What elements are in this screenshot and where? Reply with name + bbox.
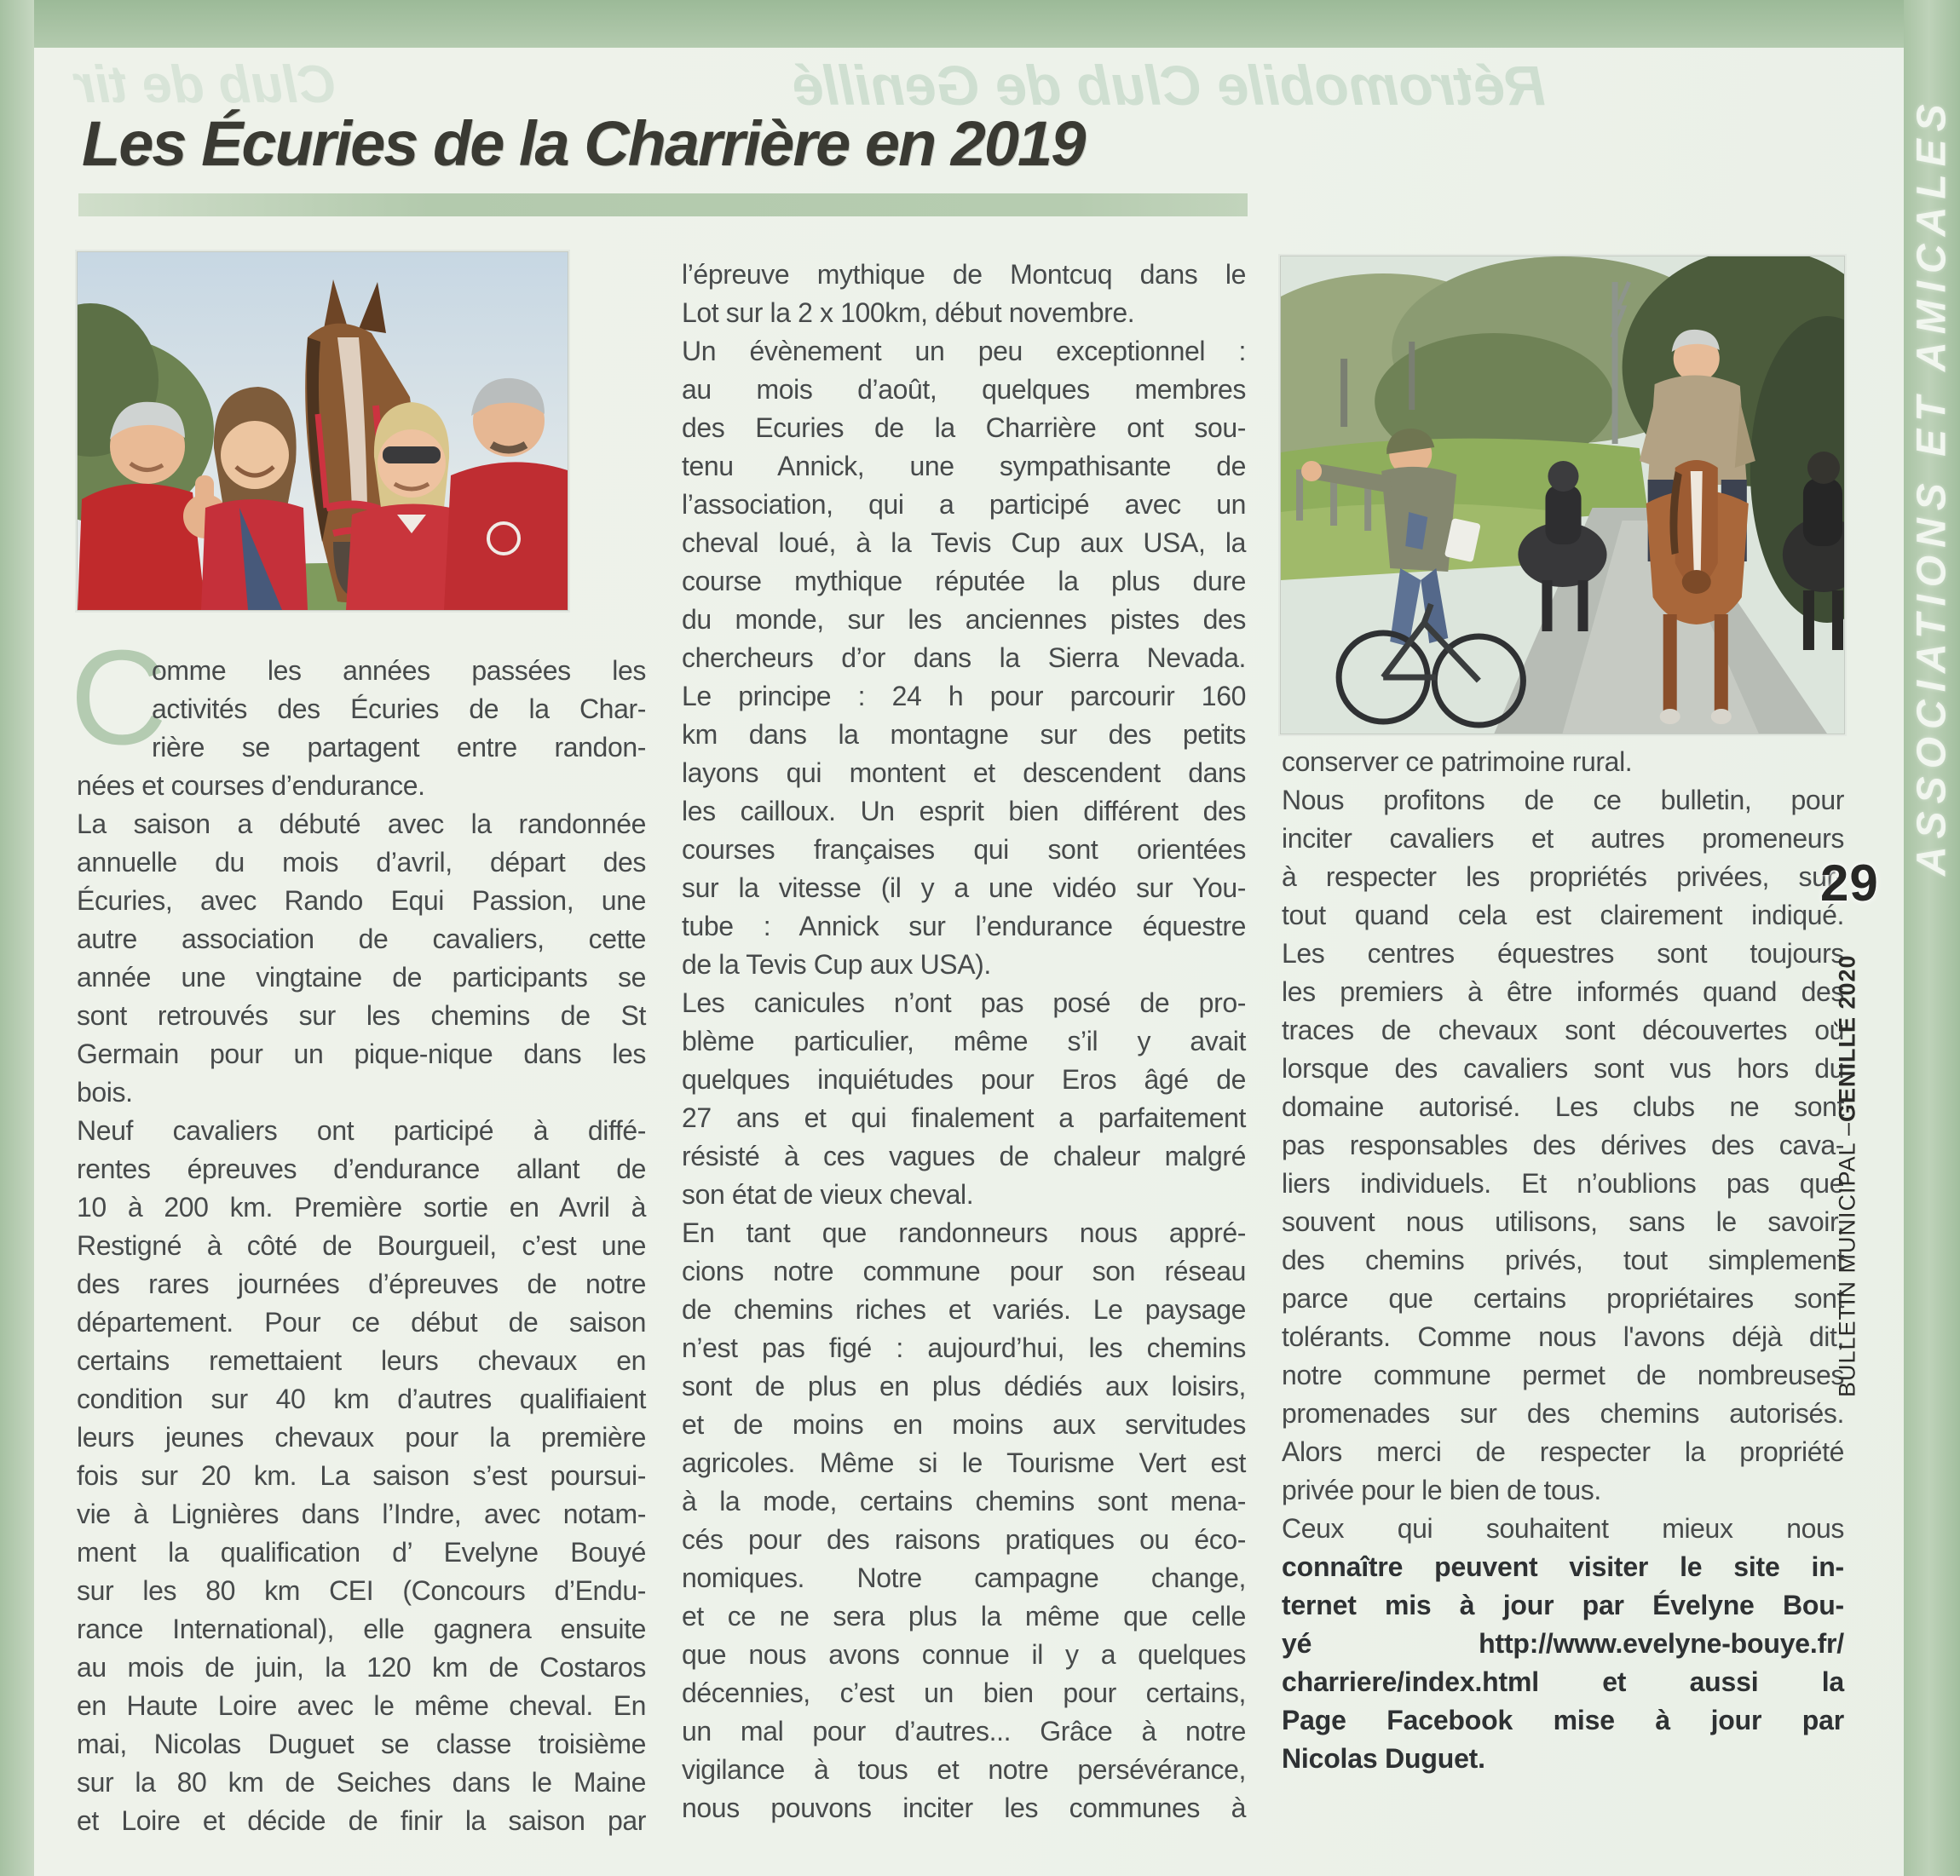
text-line: fois sur 20 km. La saison s’est poursui- bbox=[77, 1460, 646, 1491]
vertical-footer-label bbox=[1829, 933, 1866, 1397]
photo-riders-on-road-illustration bbox=[1281, 256, 1844, 734]
text-line: connaître peuvent visiter le site in- bbox=[1282, 1551, 1844, 1582]
text-line: yé http://www.evelyne-bouye.fr/ bbox=[1282, 1628, 1844, 1659]
article-title: Les Écuries de la Charrière en 2019 bbox=[82, 108, 1085, 179]
text-line: Lot sur la 2 x 100km, début novembre. bbox=[682, 297, 1135, 328]
text-line: Restigné à côté de Bourgueil, c’est une bbox=[77, 1230, 646, 1261]
text-line: au mois d’août, quelques membres bbox=[682, 374, 1246, 405]
text-line: Les canicules n’ont pas posé de pro- bbox=[682, 987, 1246, 1018]
text-line: cheval loué, à la Tevis Cup aux USA, la bbox=[682, 527, 1246, 558]
footer-genille-text: GENILLÉ 2020 bbox=[1834, 954, 1860, 1122]
text-line: activités des Écuries de la Char- bbox=[152, 693, 646, 724]
text-line: les premiers à être informés quand des bbox=[1282, 976, 1844, 1007]
text-line: leurs jeunes chevaux pour la première bbox=[77, 1422, 646, 1453]
text-line: condition sur 40 km d’autres qualifiaient bbox=[77, 1384, 646, 1414]
text-line: promenades sur des chemins autorisés. bbox=[1282, 1398, 1844, 1429]
text-line: au mois de juin, la 120 km de Costaros bbox=[77, 1652, 646, 1683]
text-line: et de moins en moins aux servitudes bbox=[682, 1409, 1246, 1440]
text-line: 10 à 200 km. Première sortie en Avril à bbox=[77, 1192, 646, 1223]
text-line: omme les années passées les bbox=[152, 655, 646, 686]
text-line: des Ecuries de la Charrière ont sou- bbox=[682, 412, 1246, 443]
text-line: tenu Annick, une sympathisante de bbox=[682, 451, 1246, 481]
text-line: Alors merci de respecter la propriété bbox=[1282, 1436, 1844, 1467]
text-line: tolérants. Comme nous l'avons déjà dit, bbox=[1282, 1321, 1844, 1352]
text-line: son état de vieux cheval. bbox=[682, 1179, 974, 1210]
text-line: layons qui montent et descendent dans bbox=[682, 757, 1246, 788]
text-column-2 bbox=[682, 256, 1246, 1827]
scan-top-margin bbox=[0, 0, 1960, 48]
text-line: blème particulier, même s’il y avait bbox=[682, 1026, 1246, 1056]
text-line: tube : Annick sur l’endurance équestre bbox=[682, 911, 1246, 941]
text-line: du monde, sur les anciennes pistes des bbox=[682, 604, 1246, 635]
text-line: courses françaises qui sont orientées bbox=[682, 834, 1246, 865]
text-line: rance International), elle gagnera ensuite bbox=[77, 1614, 646, 1644]
text-line: inciter cavaliers et autres promeneurs bbox=[1282, 823, 1844, 854]
drop-cap: C bbox=[70, 623, 168, 773]
text-line: Germain pour un pique-nique dans les bbox=[77, 1039, 646, 1069]
text-line: souvent nous utilisons, sans le savoir, bbox=[1282, 1206, 1844, 1237]
text-line: annuelle du mois d’avril, départ des bbox=[77, 847, 646, 878]
text-line: en Haute Loire avec le même cheval. En bbox=[77, 1690, 646, 1721]
text-line: Écuries, avec Rando Equi Passion, une bbox=[77, 885, 646, 916]
text-line: km dans la montagne sur des petits bbox=[682, 719, 1246, 750]
text-line: Page Facebook mise à jour par bbox=[1282, 1705, 1844, 1735]
text-line: à la mode, certains chemins sont mena- bbox=[682, 1486, 1246, 1516]
text-line: sur la vitesse (il y a une vidéo sur You- bbox=[682, 872, 1246, 903]
text-line: des chemins privés, tout simplement bbox=[1282, 1245, 1844, 1275]
text-line: l’association, qui a participé avec un bbox=[682, 489, 1246, 520]
text-line: charriere/index.html et aussi la bbox=[1282, 1666, 1844, 1697]
text-line: de la Tevis Cup aux USA). bbox=[682, 949, 991, 980]
text-line: Ceux qui souhaitent mieux nous bbox=[1282, 1513, 1844, 1544]
text-line: chercheurs d’or dans la Sierra Nevada. bbox=[682, 642, 1246, 673]
text-line: sont de plus en plus dédiés aux loisirs, bbox=[682, 1371, 1246, 1401]
text-line: décennies, c’est un bien pour certains, bbox=[682, 1677, 1246, 1708]
text-line: cions notre commune pour son réseau bbox=[682, 1256, 1246, 1286]
text-line: que nous avons connue il y a quelques bbox=[682, 1639, 1246, 1670]
text-line: mai, Nicolas Duguet se classe troisième bbox=[77, 1729, 646, 1759]
ghost-showthrough-left: Club de tir bbox=[75, 55, 337, 114]
text-line: En tant que randonneurs nous appré- bbox=[682, 1217, 1246, 1248]
photo-riders-on-road bbox=[1280, 256, 1845, 734]
text-line: résisté à ces vagues de chaleur malgré bbox=[682, 1141, 1246, 1171]
text-line: Le principe : 24 h pour parcourir 160 bbox=[682, 681, 1246, 711]
text-column-1 bbox=[77, 652, 646, 1840]
text-line: domaine autorisé. Les clubs ne sont bbox=[1282, 1091, 1844, 1122]
text-line: pas responsables des dérives des cava- bbox=[1282, 1130, 1844, 1160]
text-line: rentes épreuves d’endurance allant de bbox=[77, 1154, 646, 1184]
text-line: 27 ans et qui finalement a parfaitement bbox=[682, 1102, 1246, 1133]
photo-members-with-horse bbox=[77, 251, 568, 611]
ghost-showthrough-right: Rétromobile Club de Genillé bbox=[793, 54, 1546, 117]
text-line: l’épreuve mythique de Montcuq dans le bbox=[682, 259, 1246, 290]
text-line: année une vingtaine de participants se bbox=[77, 962, 646, 993]
text-line: sont retrouvés sur les chemins de St bbox=[77, 1000, 646, 1031]
text-line: les cailloux. Un esprit bien différent des bbox=[682, 796, 1246, 826]
scan-left-margin bbox=[0, 0, 34, 1876]
text-line: à respecter les propriétés privées, sur- bbox=[1282, 861, 1844, 892]
text-column-3 bbox=[1282, 743, 1844, 1778]
text-line: vigilance à tous et notre persévérance, bbox=[682, 1754, 1246, 1785]
text-line: liers individuels. Et n’oublions pas que bbox=[1282, 1168, 1844, 1199]
text-line: lorsque des cavaliers sont vus hors du bbox=[1282, 1053, 1844, 1084]
text-line: sur la 80 km de Seiches dans le Maine bbox=[77, 1767, 646, 1798]
text-line: département. Pour ce début de saison bbox=[77, 1307, 646, 1338]
title-underline-bar bbox=[78, 193, 1248, 216]
text-line: et ce ne sera plus la même que celle bbox=[682, 1601, 1246, 1631]
text-line: bois. bbox=[77, 1077, 133, 1108]
text-line: Un évènement un peu exceptionnel : bbox=[682, 336, 1246, 366]
text-line: notre commune permet de nombreuses bbox=[1282, 1360, 1844, 1390]
photo-members-with-horse-illustration bbox=[78, 252, 568, 610]
text-line: Neuf cavaliers ont participé à diffé- bbox=[77, 1115, 646, 1146]
text-line: nomiques. Notre campagne change, bbox=[682, 1562, 1246, 1593]
text-line: nous pouvons inciter les communes à bbox=[682, 1793, 1246, 1823]
text-line: Nicolas Duguet. bbox=[1282, 1743, 1485, 1774]
text-line: ment la qualification d’ Evelyne Bouyé bbox=[77, 1537, 646, 1568]
text-line: certains remettaient leurs chevaux en bbox=[77, 1345, 646, 1376]
text-line: parce que certains propriétaires sont bbox=[1282, 1283, 1844, 1314]
text-line: course mythique réputée la plus dure bbox=[682, 566, 1246, 596]
text-line: n’est pas figé : aujourd’hui, les chemins bbox=[682, 1332, 1246, 1363]
text-line: conserver ce patrimoine rural. bbox=[1282, 746, 1633, 777]
text-line: des rares journées d’épreuves de notre bbox=[77, 1269, 646, 1299]
text-line: tout quand cela est clairement indiqué. bbox=[1282, 900, 1844, 930]
text-line: de chemins riches et variés. Le paysage bbox=[682, 1294, 1246, 1325]
text-line: traces de chevaux sont découvertes ou bbox=[1282, 1015, 1844, 1045]
text-line: un mal pour d’autres... Grâce à notre bbox=[682, 1716, 1246, 1747]
text-line: privée pour le bien de tous. bbox=[1282, 1475, 1601, 1505]
footer-bulletin-text: BULLETIN MUNICIPAL – bbox=[1834, 1121, 1860, 1397]
text-line: vie à Lignières dans l’Indre, avec notam- bbox=[77, 1499, 646, 1529]
text-line: quelques inquiétudes pour Eros âgé de bbox=[682, 1064, 1246, 1095]
text-line: sur les 80 km CEI (Concours d’Endu- bbox=[77, 1575, 646, 1606]
text-line: cés pour des raisons pratiques ou éco- bbox=[682, 1524, 1246, 1555]
page-number: 29 bbox=[1820, 855, 1879, 912]
text-line: La saison a débuté avec la randonnée bbox=[77, 809, 646, 839]
text-line: agricoles. Même si le Tourisme Vert est bbox=[682, 1447, 1246, 1478]
text-line: nées et courses d’endurance. bbox=[77, 770, 425, 801]
text-line: ternet mis à jour par Évelyne Bou- bbox=[1282, 1590, 1844, 1620]
text-line: Les centres équestres sont toujours bbox=[1282, 938, 1844, 969]
text-line: autre association de cavaliers, cette bbox=[77, 924, 646, 954]
text-line: Nous profitons de ce bulletin, pour bbox=[1282, 785, 1844, 815]
text-line: et Loire et décide de finir la saison par bbox=[77, 1805, 646, 1836]
text-line: rière se partagent entre randon- bbox=[152, 732, 646, 762]
section-band-label: ASSOCIATIONS ET AMICALES bbox=[1909, 96, 1955, 876]
